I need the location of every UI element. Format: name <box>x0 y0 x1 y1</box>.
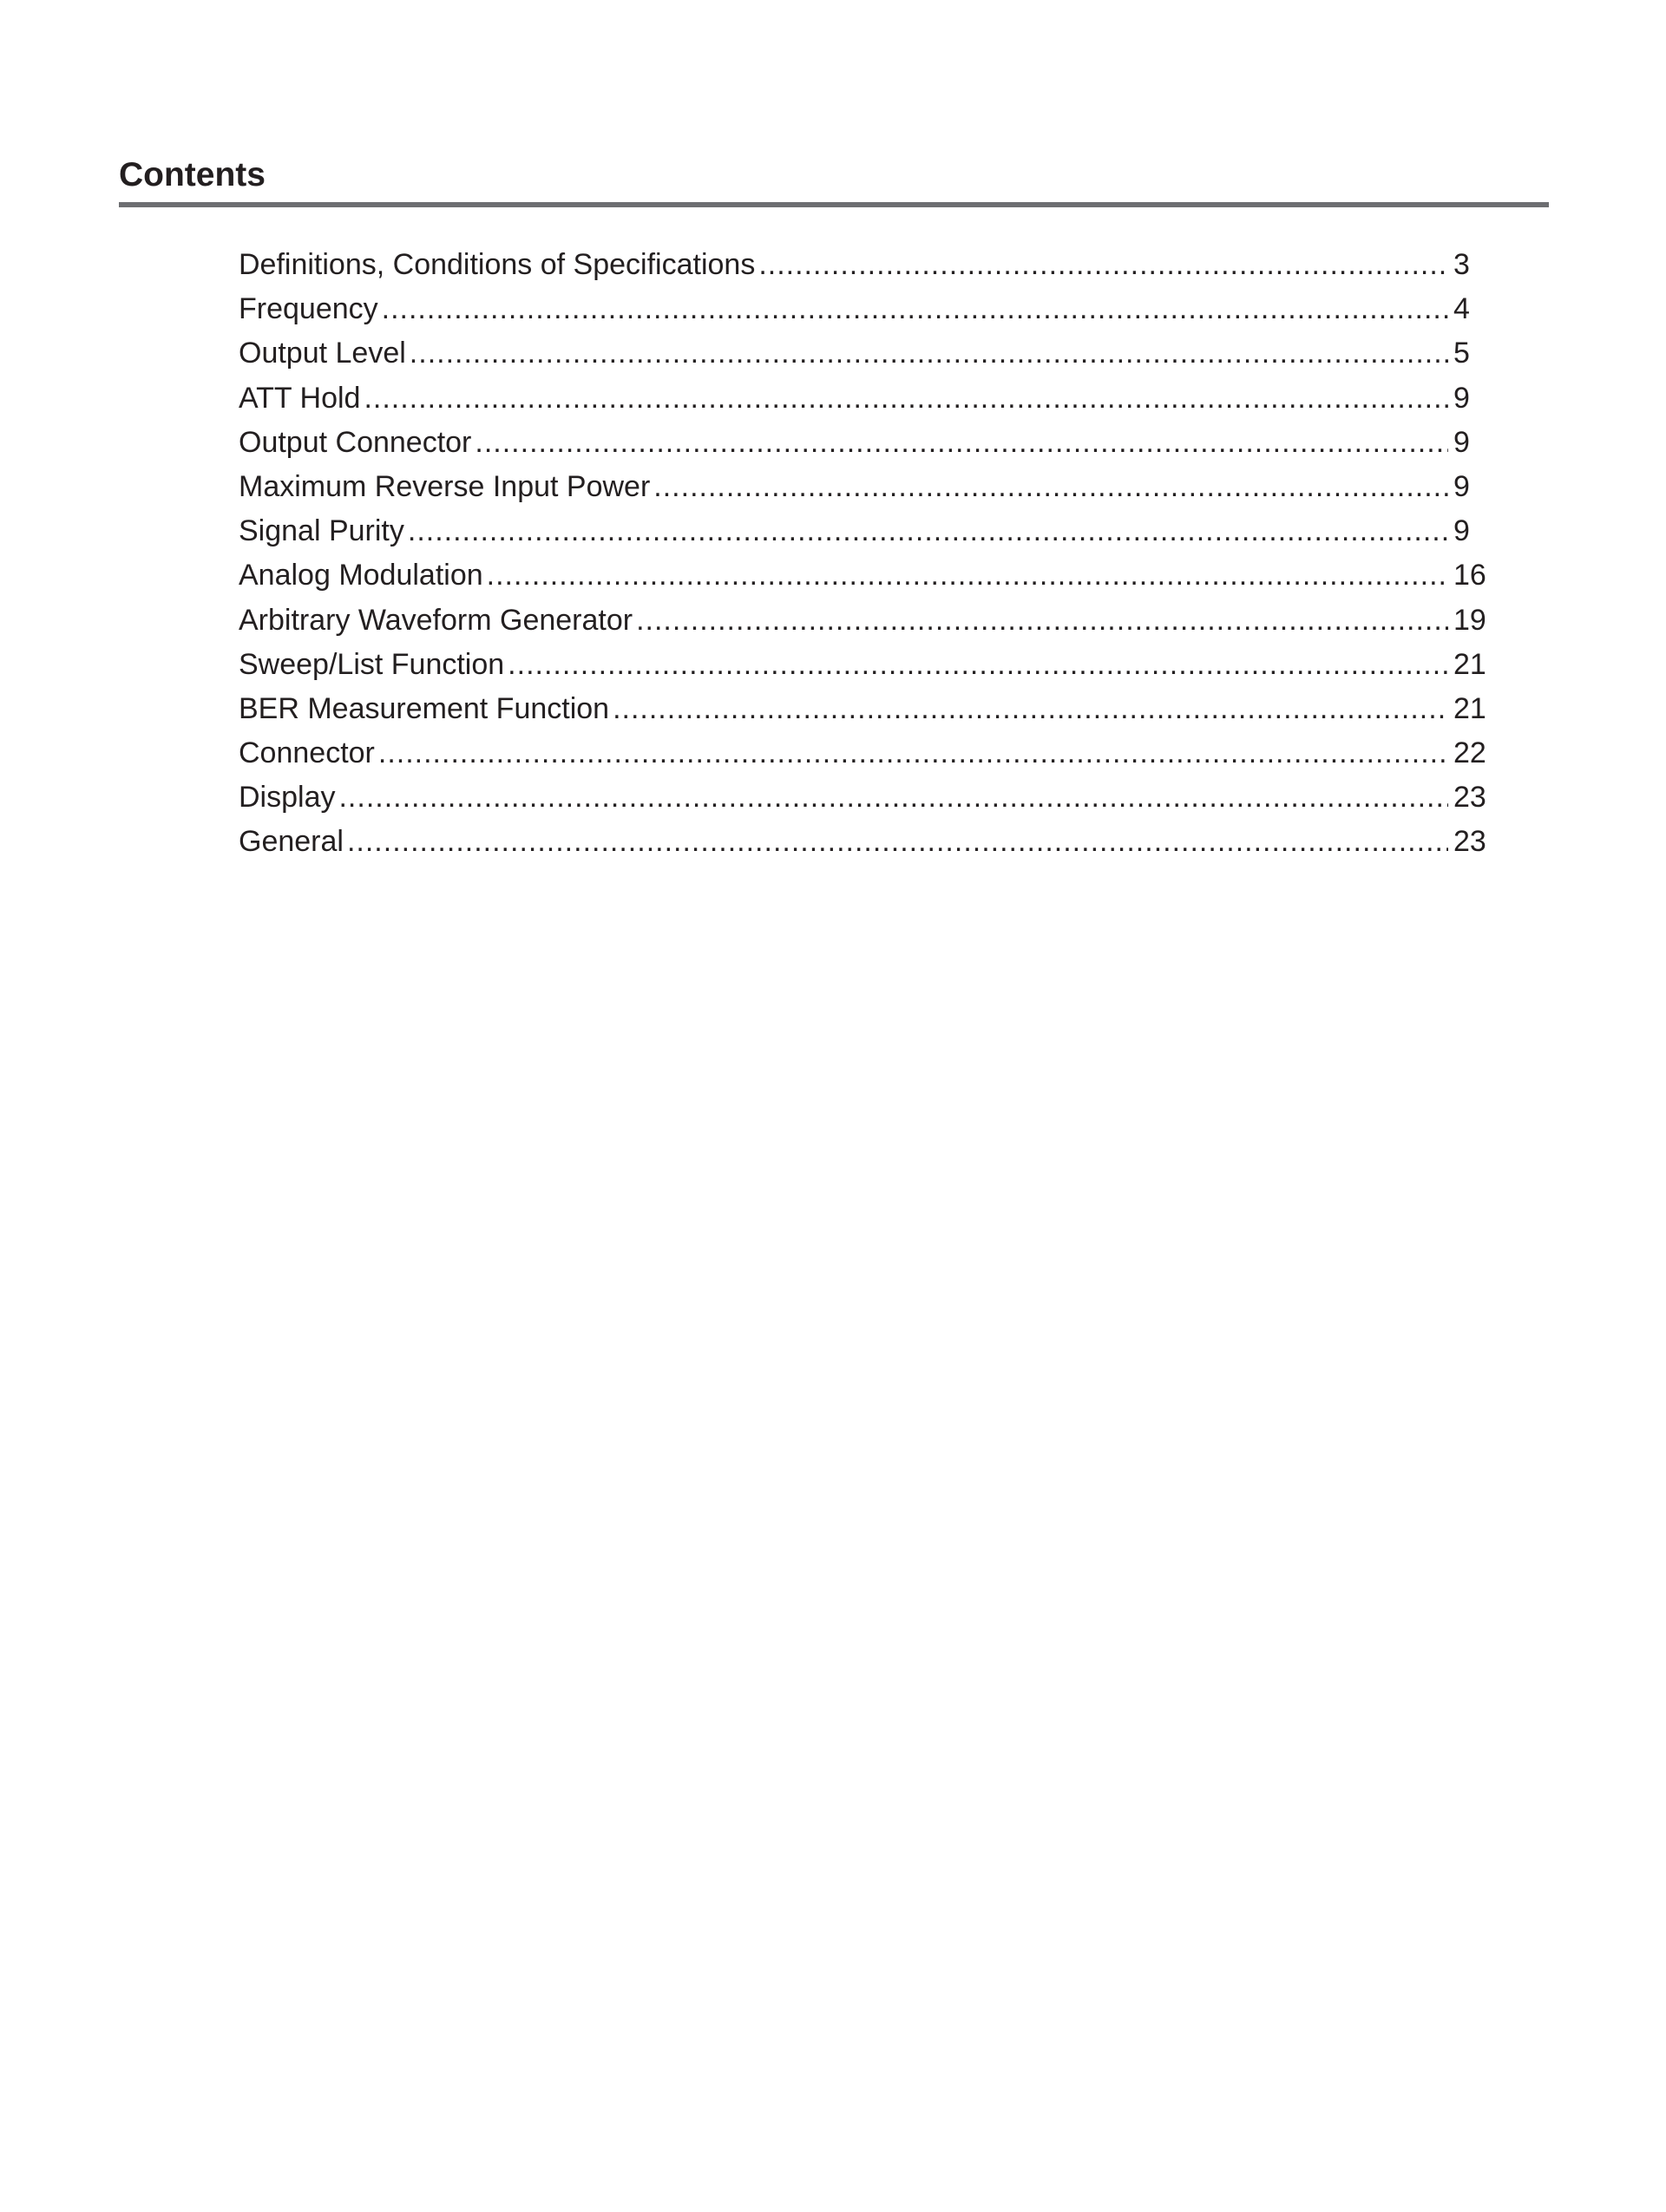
toc-entry[interactable] <box>239 643 1505 687</box>
toc-entry-title: BER Measurement Function <box>239 691 610 725</box>
toc-entry-title: Maximum Reverse Input Power <box>239 469 651 503</box>
toc-page-number: 4 <box>1453 292 1470 326</box>
toc-page-number: 9 <box>1453 514 1470 548</box>
toc-entry-title: Display <box>239 781 336 815</box>
toc-dot-leader <box>653 465 1448 509</box>
toc-dot-leader <box>378 731 1448 776</box>
toc-page-number: 9 <box>1453 469 1470 503</box>
toc-entry-title: Output Connector <box>239 425 472 459</box>
toc-entry-title: Frequency <box>239 292 378 326</box>
toc-page-number: 22 <box>1453 736 1486 770</box>
toc-dot-leader <box>613 687 1448 731</box>
toc-entry-title: Arbitrary Waveform Generator <box>239 603 633 637</box>
toc-dot-leader <box>338 776 1448 820</box>
toc-page-number: 19 <box>1453 603 1486 637</box>
toc-page-number: 21 <box>1453 691 1486 725</box>
toc-page-number: 23 <box>1453 825 1486 859</box>
toc-dot-leader <box>475 421 1448 465</box>
toc-entry-title: Output Level <box>239 337 406 370</box>
toc-page-number: 9 <box>1453 381 1470 415</box>
toc-page-number: 9 <box>1453 425 1470 459</box>
table-of-contents <box>239 243 1505 865</box>
toc-entry[interactable] <box>239 687 1505 731</box>
page-title: Contents <box>119 156 266 193</box>
toc-entry[interactable] <box>239 243 1505 287</box>
toc-dot-leader <box>758 243 1448 287</box>
toc-page-number: 16 <box>1453 559 1486 592</box>
toc-entry-title: Analog Modulation <box>239 559 483 592</box>
toc-entry[interactable] <box>239 376 1505 421</box>
toc-entry[interactable] <box>239 509 1505 553</box>
toc-entry-title: General <box>239 825 344 859</box>
toc-entry-title: ATT Hold <box>239 381 361 415</box>
toc-entry-title: Connector <box>239 736 375 770</box>
toc-dot-leader <box>364 376 1448 421</box>
toc-page-number: 21 <box>1453 647 1486 681</box>
toc-dot-leader <box>508 643 1448 687</box>
toc-entry[interactable] <box>239 465 1505 509</box>
toc-dot-leader <box>410 331 1448 376</box>
toc-entry-title: Sweep/List Function <box>239 647 505 681</box>
toc-entry[interactable] <box>239 820 1505 864</box>
toc-dot-leader <box>487 553 1448 598</box>
toc-entry[interactable] <box>239 731 1505 776</box>
toc-page-number: 23 <box>1453 781 1486 815</box>
toc-dot-leader <box>636 599 1448 643</box>
toc-entry[interactable] <box>239 421 1505 465</box>
toc-entry[interactable] <box>239 287 1505 331</box>
toc-dot-leader <box>347 820 1448 864</box>
toc-entry[interactable] <box>239 776 1505 820</box>
toc-dot-leader <box>408 509 1448 553</box>
toc-page-number: 3 <box>1453 248 1470 281</box>
toc-entry-title: Signal Purity <box>239 514 404 548</box>
toc-page-number: 5 <box>1453 337 1470 370</box>
toc-entry[interactable] <box>239 553 1505 598</box>
toc-entry-title: Definitions, Conditions of Specifications <box>239 248 756 281</box>
heading-divider <box>119 202 1549 207</box>
toc-dot-leader <box>382 287 1448 331</box>
toc-entry[interactable] <box>239 599 1505 643</box>
toc-entry[interactable] <box>239 331 1505 376</box>
